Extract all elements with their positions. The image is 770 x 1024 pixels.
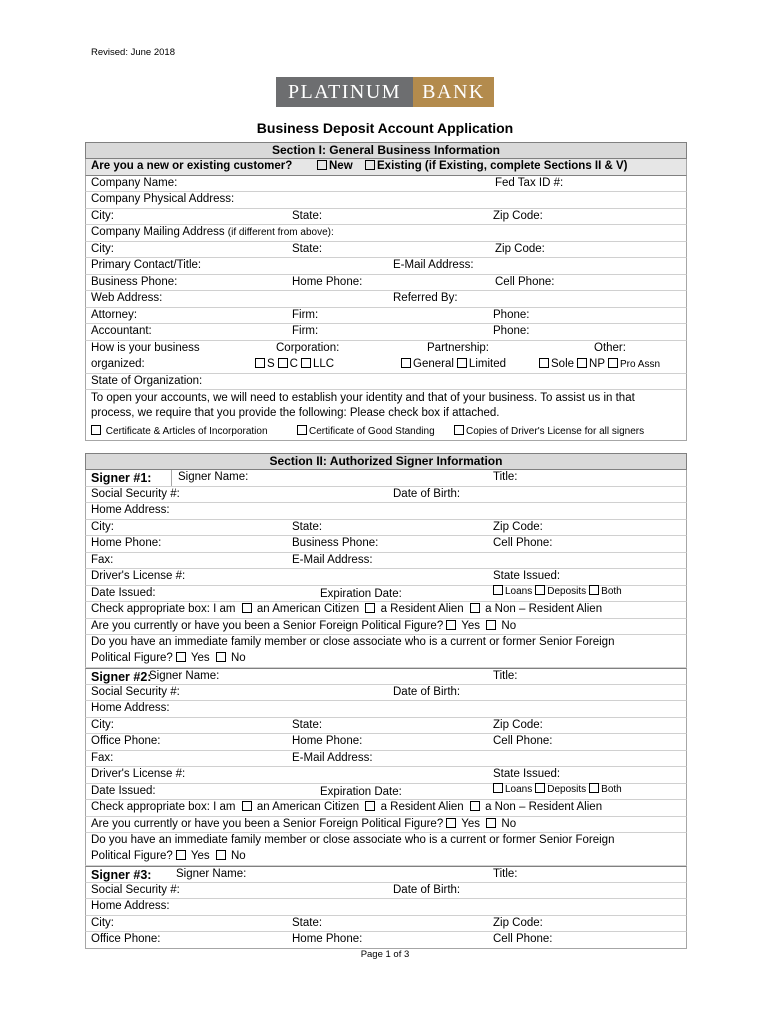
phone-row [85,734,687,751]
city-label[interactable]: City: [91,209,114,222]
ssn-label[interactable]: Social Security #: [91,883,180,896]
ssn-row [85,883,687,900]
both-checkbox[interactable] [589,783,599,793]
no-label: No [501,619,517,632]
city-row [85,916,687,933]
how-org-label-1: How is your business [91,341,200,354]
web-row [85,291,687,308]
resident-checkbox[interactable] [365,603,375,613]
logo-left: PLATINUM [276,77,413,107]
loans-label: Loans [505,585,533,597]
signer-name-label[interactable]: Signer Name: [176,868,247,880]
corp-llc-label: LLC [312,357,335,370]
other-label: Other: [594,341,626,354]
family-no-checkbox[interactable] [216,652,226,662]
state-label[interactable]: State: [292,242,323,255]
pro-assn-checkbox[interactable] [608,358,618,368]
city-label[interactable]: City: [91,916,114,929]
title-label[interactable]: Title: [493,471,518,483]
phone-row [85,275,687,292]
signer-2-row [85,668,687,685]
general-checkbox[interactable] [401,358,411,368]
company-name-label[interactable]: Company Name: [91,176,178,189]
city-label[interactable]: City: [91,718,114,731]
ssn-row [85,487,687,504]
cell-phone-label[interactable]: Cell Phone: [493,735,553,747]
citizenship-row [85,800,687,817]
senior-yes-checkbox[interactable] [446,818,456,828]
state-label[interactable]: State: [292,916,323,929]
title-label[interactable]: Title: [493,868,518,880]
logo-right: BANK [413,77,494,107]
state-issued-label[interactable]: State Issued: [493,768,561,780]
both-label: Both [601,783,622,795]
deposits-checkbox[interactable] [535,783,545,793]
office-phone-label[interactable]: Office Phone: [91,735,161,747]
city-row-1 [85,209,687,226]
family-question-2: Political Figure? [91,652,173,664]
family-question: Do you have an immediate family member or close associate who is a current or former Senior Foreign [91,834,615,846]
check-box-label: Check appropriate box: I am [91,603,236,615]
physical-address-label[interactable]: Company Physical Address: [91,193,235,205]
dl-row [85,767,687,784]
section-2 [85,453,687,949]
state-issued-label[interactable]: State Issued: [493,570,561,582]
no-label: No [501,817,517,830]
cert-inc-checkbox[interactable] [91,425,101,435]
existing-label: Existing (if Existing, complete Sections II & V) [377,160,628,172]
office-phone-label[interactable]: Office Phone: [91,933,161,945]
existing-checkbox[interactable] [365,160,375,170]
cert-good-label: Certificate of Good Standing [309,426,435,437]
phone-label[interactable]: Phone: [493,308,530,321]
home-address-label[interactable]: Home Address: [91,504,170,516]
resident-label: a Resident Alien [380,603,464,615]
np-checkbox[interactable] [577,358,587,368]
nonresident-checkbox[interactable] [470,801,480,811]
state-label[interactable]: State: [292,718,323,731]
deposits-label: Deposits [547,783,587,795]
phone-label[interactable]: Phone: [493,325,530,337]
corp-c-label: C [289,357,298,370]
copies-dl-checkbox[interactable] [454,425,464,435]
expiration-label[interactable]: Expiration Date: [320,785,402,798]
page-title: Business Deposit Account Application [256,120,514,136]
copies-dl-label: Copies of Driver's License for all signers [466,426,645,437]
home-phone-label[interactable]: Home Phone: [292,275,363,288]
cell-phone-label[interactable]: Cell Phone: [493,933,553,945]
expiration-label[interactable]: Expiration Date: [320,587,402,600]
accountant-label[interactable]: Accountant: [91,325,152,337]
sole-checkbox[interactable] [539,358,549,368]
ssn-label[interactable]: Social Security #: [91,685,180,698]
section-2-heading: Section II: Authorized Signer Information [85,453,687,470]
no-label: No [231,652,246,664]
senior-no-checkbox[interactable] [486,620,496,630]
drivers-license-label[interactable]: Driver's License #: [91,768,186,780]
ssn-label[interactable]: Social Security #: [91,487,180,500]
home-address-row [85,899,687,916]
zip-label[interactable]: Zip Code: [493,520,543,533]
both-label: Both [601,585,622,597]
zip-label[interactable]: Zip Code: [493,718,543,731]
mailing-address-label[interactable]: Company Mailing Address [91,226,225,238]
yes-label: Yes [461,817,480,830]
identity-paragraph [85,390,687,424]
signer-name-label[interactable]: Signer Name: [149,670,220,682]
nonresident-label: a Non – Resident Alien [485,801,603,813]
nonresident-label: a Non – Resident Alien [485,603,603,615]
primary-row [85,258,687,275]
sole-label: Sole [551,357,575,370]
family-yes-checkbox[interactable] [176,850,186,860]
yes-label: Yes [461,619,480,632]
date-issued-label[interactable]: Date Issued: [91,784,156,797]
np-label: NP [589,357,606,370]
fax-row [85,751,687,768]
limited-label: Limited [468,357,506,370]
citizenship-row [85,602,687,619]
platinum-bank-logo [276,77,494,107]
resident-label: a Resident Alien [380,801,464,813]
cell-phone-label[interactable]: Cell Phone: [495,275,555,288]
senior-question: Are you currently or have you been a Senior Foreign Political Figure? [91,619,444,632]
state-org-row [85,374,687,391]
corporation-label: Corporation: [276,341,340,354]
signer-1-row [85,470,687,487]
state-label[interactable]: State: [292,209,323,222]
customer-type-row [85,159,687,176]
citizen-label: an American Citizen [256,603,360,615]
issued-row [85,784,687,801]
dob-label[interactable]: Date of Birth: [393,685,461,698]
section-1-heading: Section I: General Business Information [85,142,687,159]
physical-row [85,192,687,209]
date-issued-label[interactable]: Date Issued: [91,586,156,599]
resident-checkbox[interactable] [365,801,375,811]
firm-label[interactable]: Firm: [292,325,319,337]
yes-label: Yes [190,652,210,664]
no-label: No [231,850,246,862]
loans-checkbox[interactable] [493,783,503,793]
org-row [85,341,687,374]
business-phone-label[interactable]: Business Phone: [292,537,379,549]
family-no-checkbox[interactable] [216,850,226,860]
drivers-license-label[interactable]: Driver's License #: [91,570,186,582]
phone-row [85,932,687,949]
check-box-label: Check appropriate box: I am [91,801,236,813]
senior-yes-checkbox[interactable] [446,620,456,630]
corp-s-label: S [267,357,275,370]
home-phone-label[interactable]: Home Phone: [91,537,162,549]
family-question: Do you have an immediate family member or close associate who is a current or former Senior Foreign [91,636,615,648]
state-of-organization-label[interactable]: State of Organization: [91,374,203,387]
senior-question: Are you currently or have you been a Senior Foreign Political Figure? [91,817,444,830]
signer-name-label[interactable]: Signer Name: [178,471,249,483]
home-phone-label[interactable]: Home Phone: [292,735,363,747]
fax-label[interactable]: Fax: [91,751,114,764]
section-1 [85,142,687,441]
identity-text: To open your accounts, we will need to establish your identity and that of your business. To assist us in that process, we require that you provide the following: Please check box if attached. [91,392,635,419]
deposits-label: Deposits [547,585,587,597]
revised-date: Revised: June 2018 [91,47,175,58]
new-checkbox[interactable] [317,160,327,170]
general-label: General [413,357,454,370]
mailing-row [85,225,687,242]
attachments-row [85,424,687,441]
zip-label[interactable]: Zip Code: [493,209,543,222]
limited-checkbox[interactable] [457,358,467,368]
cert-inc-label: Certificate & Articles of Incorporation [105,426,268,437]
zip-label[interactable]: Zip Code: [493,916,543,929]
dob-label[interactable]: Date of Birth: [393,883,461,896]
corp-c-checkbox[interactable] [278,358,288,368]
cert-good-checkbox[interactable] [297,425,307,435]
both-checkbox[interactable] [589,585,599,595]
citizen-label: an American Citizen [256,801,360,813]
title-label[interactable]: Title: [493,670,518,682]
pro-assn-label: Pro Assn [620,358,661,370]
partnership-label: Partnership: [427,341,490,354]
cell-phone-label[interactable]: Cell Phone: [493,537,553,549]
family-question-2: Political Figure? [91,850,173,862]
email-label[interactable]: E-Mail Address: [393,259,474,271]
accountant-row [85,324,687,341]
signer-1-label: Signer #1: [91,471,152,485]
city-row [85,520,687,537]
senior-no-checkbox[interactable] [486,818,496,828]
city-label[interactable]: City: [91,520,114,533]
phone-row [85,536,687,553]
signer-2-label: Signer #2: [91,670,152,684]
home-address-row [85,503,687,520]
attorney-row [85,308,687,325]
family-row [85,833,687,866]
senior-row [85,619,687,636]
loans-checkbox[interactable] [493,585,503,595]
yes-label: Yes [190,850,210,862]
web-address-label[interactable]: Web Address: [91,292,163,304]
fed-tax-label[interactable]: Fed Tax ID #: [495,176,564,189]
city-row [85,718,687,735]
page-number: Page 1 of 3 [360,949,410,960]
citizen-checkbox[interactable] [242,801,252,811]
home-phone-label[interactable]: Home Phone: [292,933,363,945]
business-phone-label[interactable]: Business Phone: [91,275,178,288]
family-row [85,635,687,668]
city-row-2 [85,242,687,259]
email-label[interactable]: E-Mail Address: [292,553,373,566]
zip-label[interactable]: Zip Code: [495,242,545,255]
ssn-row [85,685,687,702]
loans-label: Loans [505,783,533,795]
signer-3-label: Signer #3: [91,868,152,882]
corp-s-checkbox[interactable] [255,358,265,368]
home-address-label[interactable]: Home Address: [91,900,170,912]
attorney-label[interactable]: Attorney: [91,308,138,321]
primary-contact-label[interactable]: Primary Contact/Title: [91,259,202,271]
city-label[interactable]: City: [91,242,114,255]
dl-row [85,569,687,586]
state-label[interactable]: State: [292,520,323,533]
citizen-checkbox[interactable] [242,603,252,613]
issued-row [85,586,687,603]
home-address-row [85,701,687,718]
dob-label[interactable]: Date of Birth: [393,487,461,500]
senior-row [85,817,687,834]
customer-question: Are you a new or existing customer? [91,160,293,172]
how-org-label-2: organized: [91,357,145,370]
family-yes-checkbox[interactable] [176,652,186,662]
firm-label[interactable]: Firm: [292,308,319,321]
corp-llc-checkbox[interactable] [301,358,311,368]
fax-label[interactable]: Fax: [91,553,114,566]
mailing-note: (if different from above): [227,227,334,238]
referred-label[interactable]: Referred By: [393,292,458,304]
email-label[interactable]: E-Mail Address: [292,751,373,764]
signer-3-row [85,866,687,883]
company-name-row [85,176,687,193]
nonresident-checkbox[interactable] [470,603,480,613]
deposits-checkbox[interactable] [535,585,545,595]
fax-row [85,553,687,570]
home-address-label[interactable]: Home Address: [91,702,170,714]
new-label: New [329,160,353,172]
